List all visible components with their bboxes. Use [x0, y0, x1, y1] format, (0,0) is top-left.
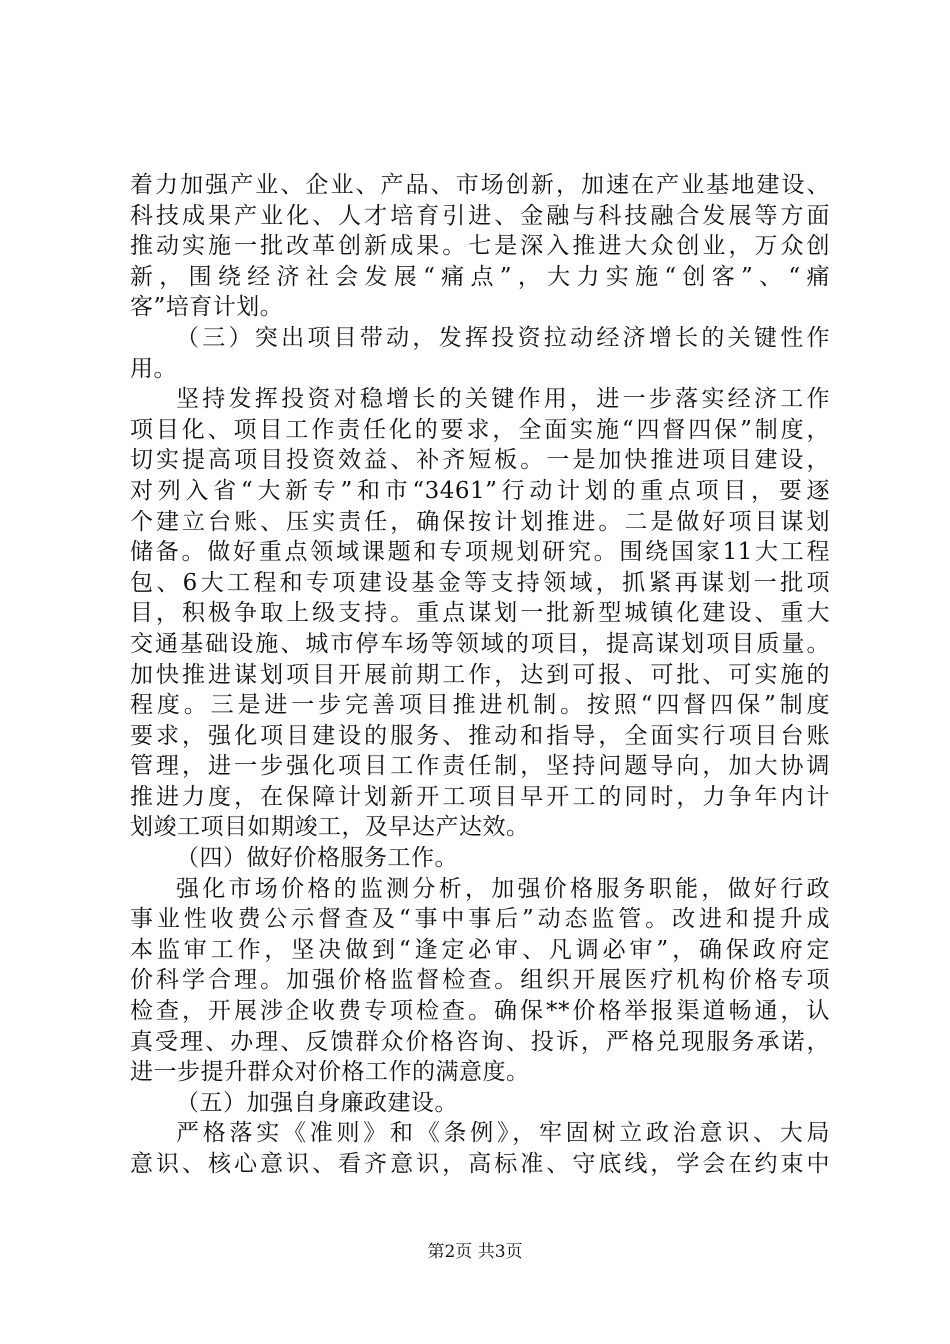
text-line: 划竣工项目如期竣工，及早达产达效。 [130, 814, 530, 841]
text-line: （四）做好价格服务工作。 [176, 845, 458, 872]
text-line: 项目化、项目工作责任化的要求，全面实施“四督四保”制度， [130, 416, 830, 443]
text-line: 程度。三是进一步完善项目推进机制。按照“四督四保”制度 [130, 692, 830, 719]
text-line: 本监审工作，坚决做到“逢定必审、凡调必审”，确保政府定 [130, 936, 830, 963]
text-line: 目，积极争取上级支持。重点谋划一批新型城镇化建设、重大 [130, 600, 830, 627]
text-line: 对列入省“大新专”和市“3461”行动计划的重点项目，要逐 [130, 477, 830, 504]
text-line: 新，围绕经济社会发展“痛点”，大力实施“创客”、“痛 [130, 263, 830, 290]
text-line: 客”培育计划。 [130, 294, 284, 321]
text-line: 坚持发挥投资对稳增长的关键作用，进一步落实经济工作 [176, 386, 830, 413]
text-line: 要求，强化项目建设的服务、推动和指导，全面实行项目台账 [130, 722, 830, 749]
text-line: 储备。做好重点领域课题和专项规划研究。围绕国家11大工程 [130, 539, 830, 566]
text-line: 科技成果产业化、人才培育引进、金融与科技融合发展等方面 [130, 202, 830, 229]
text-line: 着力加强产业、企业、产品、市场创新，加速在产业基地建设、 [130, 172, 830, 198]
text-line: 进一步提升群众对价格工作的满意度。 [130, 1059, 530, 1086]
text-line: 推动实施一批改革创新成果。七是深入推进大众创业，万众创 [130, 233, 830, 260]
page-number-footer: 第2页 共3页 [427, 1242, 523, 1262]
text-line: 真受理、办理、反馈群众价格咨询、投诉，严格兑现服务承诺， [130, 1028, 830, 1055]
text-line: 包、6大工程和专项建设基金等支持领域，抓紧再谋划一批项 [130, 569, 830, 596]
text-line: （三）突出项目带动，发挥投资拉动经济增长的关键性作 [176, 324, 830, 351]
text-line: 用。 [130, 355, 177, 382]
text-line: 交通基础设施、城市停车场等领域的项目，提高谋划项目质量。 [130, 630, 830, 657]
text-line: 事业性收费公示督查及“事中事后”动态监管。改进和提升成 [130, 906, 830, 933]
text-line: 检查，开展涉企收费专项检查。确保**价格举报渠道畅通，认 [130, 998, 830, 1025]
text-line: 强化市场价格的监测分析，加强价格服务职能，做好行政 [176, 875, 830, 902]
text-line: 管理，进一步强化项目工作责任制，坚持问题导向，加大协调 [130, 753, 830, 780]
text-line: 价科学合理。加强价格监督检查。组织开展医疗机构价格专项 [130, 967, 830, 994]
text-line: 加快推进谋划项目开展前期工作，达到可报、可批、可实施的 [130, 661, 830, 688]
document-body [130, 170, 830, 1180]
text-line: 推进力度，在保障计划新开工项目早开工的同时，力争年内计 [130, 783, 830, 810]
text-line: 意识、核心意识、看齐意识，高标准、守底线，学会在约束中 [130, 1151, 830, 1177]
text-line: 个建立台账、压实责任，确保按计划推进。二是做好项目谋划 [130, 508, 830, 535]
text-line: （五）加强自身廉政建设。 [176, 1089, 458, 1116]
text-line: 切实提高项目投资效益、补齐短板。一是加快推进项目建设， [130, 447, 830, 474]
text-line: 严格落实《准则》和《条例》，牢固树立政治意识、大局 [176, 1120, 830, 1147]
